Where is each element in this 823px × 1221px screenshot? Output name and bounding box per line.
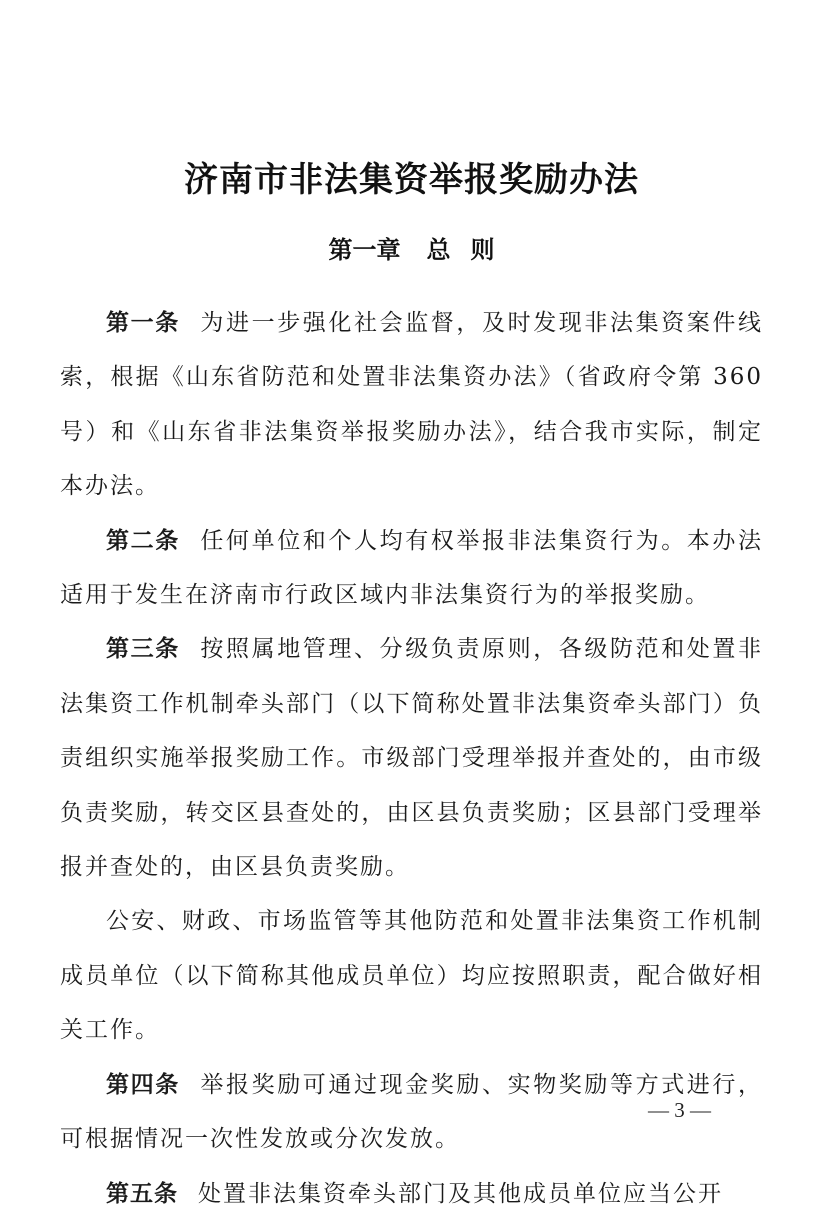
article-label: 第一条 [106,310,180,336]
article-text: 任何单位和个人均有权举报非法集资行为。本办法适用于发生在济南市行政区域内非法集资行为的举报奖励。 [60,527,764,609]
chapter-name-part2: 则 [470,236,495,264]
chapter-heading [0,230,823,265]
article-text: 按照属地管理、分级负责原则，各级防范和处置非法集资工作机制牵头部门（以下简称处置非法集资牵头部门）负责组织实施举报奖励工作。市级部门受理举报并查处的，由市级负责奖励，转交区县查处的，由区县负责奖励；区县部门受理举报并查处的，由区县负责奖励。 [60,636,764,881]
article-1 [60,296,763,514]
article-text: 举报奖励可通过现金奖励、实物奖励等方式进行，可根据情况一次性发放或分次发放。 [60,1071,764,1153]
chapter-name-part1: 总 [426,236,451,264]
page-number: — 3 — [648,1098,711,1122]
article-3-continuation [60,894,763,1057]
article-text: 公安、财政、市场监管等其他防范和处置非法集资工作机制成员单位（以下简称其他成员单位）均应按照职责，配合做好相关工作。 [60,908,763,1044]
body-text [60,296,763,1221]
article-2 [60,514,763,623]
article-text: 为进一步强化社会监督，及时发现非法集资案件线索，根据《山东省防范和处置非法集资办法》（省政府令第 360 号）和《山东省非法集资举报奖励办法》，结合我市实际，制定本办法。 [60,310,764,500]
article-5 [60,1167,763,1221]
article-label: 第四条 [106,1071,180,1098]
article-label: 第三条 [106,636,180,663]
chapter-ordinal: 第一章 [328,236,401,264]
article-3 [60,622,763,894]
document-title: 济南市非法集资举报奖励办法 [184,160,639,200]
article-text: 处置非法集资牵头部门及其他成员单位应当公开 [198,1180,723,1207]
article-label: 第五条 [106,1180,178,1207]
article-label: 第二条 [106,527,180,554]
